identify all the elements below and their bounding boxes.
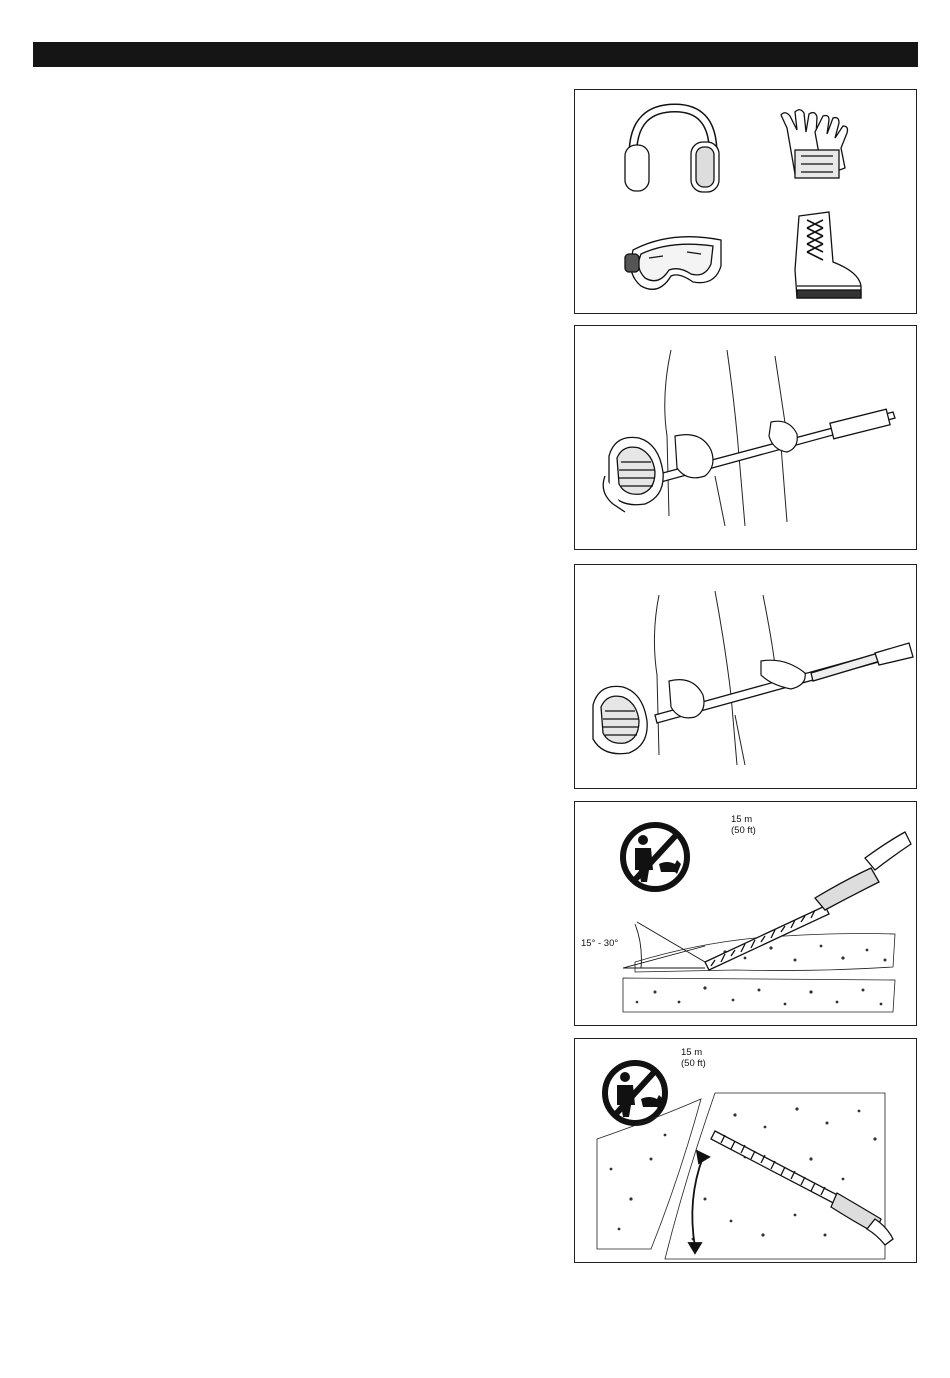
operator-holding-trimmer-extended bbox=[575, 565, 917, 789]
no-bystanders-icon bbox=[623, 825, 687, 889]
hedge-trimmer bbox=[705, 832, 911, 970]
distance-label-metric: 15 m bbox=[731, 814, 753, 825]
distance-label-imperial: (50 ft) bbox=[681, 1058, 706, 1069]
ear-protection-icon bbox=[625, 108, 719, 192]
operator-holding-trimmer bbox=[575, 326, 917, 550]
section-header-bar bbox=[33, 42, 918, 67]
distance-label-imperial: (50 ft) bbox=[731, 825, 756, 836]
engine-unit bbox=[593, 686, 647, 753]
operator-hands bbox=[669, 660, 805, 718]
motion-arrow bbox=[689, 1151, 709, 1253]
hedge-trimmer bbox=[711, 1131, 893, 1245]
boot-icon bbox=[795, 212, 861, 298]
ppe-illustration bbox=[575, 90, 917, 314]
gloves-icon bbox=[781, 110, 848, 178]
no-bystanders-icon bbox=[605, 1063, 665, 1123]
holding-position-figure bbox=[574, 325, 917, 550]
distance-label-metric: 15 m bbox=[681, 1047, 703, 1058]
engine-unit bbox=[603, 437, 663, 512]
angle-label: 15° - 30° bbox=[581, 938, 619, 949]
holding-position-extended-figure bbox=[574, 564, 917, 789]
operator-hands bbox=[675, 421, 797, 478]
goggles-icon bbox=[625, 237, 721, 290]
horizontal-cutting-figure bbox=[574, 801, 917, 1026]
ppe-figure bbox=[574, 89, 917, 314]
vertical-cutting-figure bbox=[574, 1038, 917, 1263]
vertical-cutting-illustration bbox=[575, 1039, 917, 1263]
cutting-angle-indicator bbox=[623, 922, 705, 968]
